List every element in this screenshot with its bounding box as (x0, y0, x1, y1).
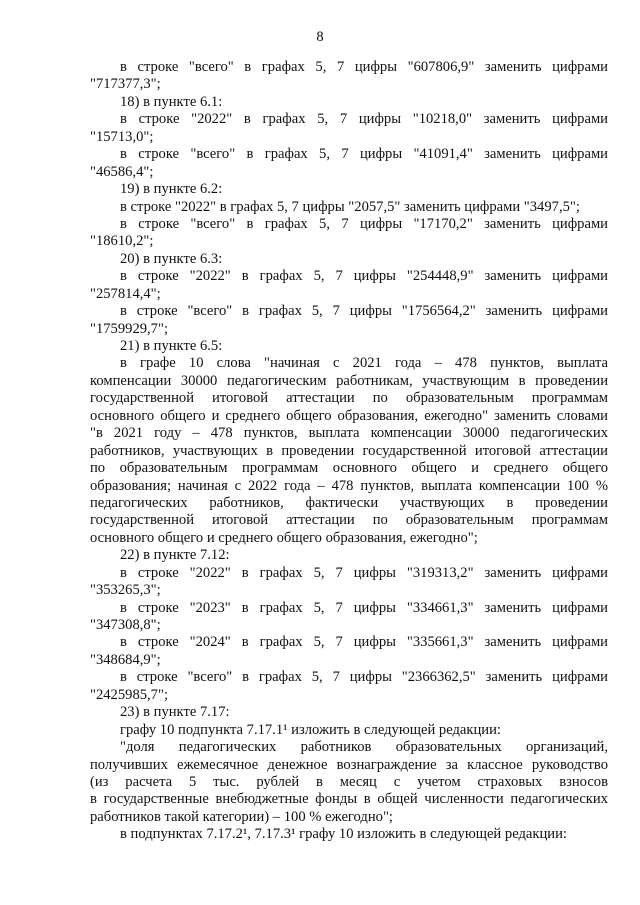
text-line: в подпунктах 7.17.2¹, 7.17.3¹ графу 10 изложить в следующей редакции: (120, 826, 567, 843)
text-line: в строке "2023" в графах 5, 7 цифры "334661,3" заменить цифрами (120, 599, 608, 616)
text-line: "347308,8"; (90, 617, 161, 633)
document-body (90, 59, 608, 844)
text-line: основного общего и среднего общего образования, ежегодно" заменить словами (90, 407, 608, 424)
text-line: в строке "2022" в графах 5, 7 цифры "254448,9" заменить цифрами (120, 268, 608, 285)
text-line: государственной итоговой аттестации по образовательным программам (90, 512, 608, 529)
text-line: в строке "всего" в графах 5, 7 цифры "17170,2" заменить цифрами (120, 215, 608, 232)
text-line: в строке "всего" в графах 5, 7 цифры "1756564,2" заменить цифрами (120, 303, 608, 320)
text-line: 20) в пункте 6.3: (120, 250, 223, 267)
text-line: 22) в пункте 7.12: (120, 547, 230, 564)
text-line: "доля педагогических работников образовательных организаций, (120, 739, 608, 756)
text-line: "257814,4"; (90, 285, 161, 302)
text-line: "348684,9"; (90, 651, 161, 668)
text-line: государственной итоговой аттестации по образовательным программам (90, 390, 608, 407)
text-line: в графе 10 слова "начиная с 2021 года – 478 пунктов, выплата (120, 355, 608, 372)
text-line: в строке "2022" в графах 5, 7 цифры "319313,2" заменить цифрами (120, 564, 608, 581)
text-line: "353265,3"; (90, 582, 161, 599)
text-line: "2425985,7"; (90, 686, 168, 703)
text-line: "1759929,7"; (90, 320, 168, 337)
text-line: в строке "2022" в графах 5, 7 цифры "2057,5" заменить цифрами "3497,5"; (120, 198, 580, 215)
text-line: 23) в пункте 7.17: (120, 704, 230, 721)
text-line: работников такой категории) – 100 % ежегодно"; (90, 808, 393, 825)
page-number: 8 (316, 29, 324, 45)
text-line: педагогических работников, фактически участвующих в проведении (90, 494, 608, 511)
text-line: (из расчета 5 тыс. рублей в месяц с учетом страховых взносов (90, 773, 608, 790)
text-line: 18) в пункте 6.1: (120, 93, 223, 110)
text-line: "46586,4"; (90, 163, 154, 180)
text-line: по образовательным программам основного общего и среднего общего (90, 460, 608, 477)
text-line: "в 2021 году – 478 пунктов, выплата компенсации 30000 педагогических (90, 425, 608, 442)
text-line: образования; начиная с 2022 года – 478 пунктов, выплата компенсации 100 % (90, 477, 608, 494)
text-line: в государственные внебюджетные фонды в общей численности педагогических (90, 791, 608, 808)
text-line: работников, участвующих в проведении государственной итоговой аттестации (90, 442, 608, 459)
text-line: в строке "всего" в графах 5, 7 цифры "41091,4" заменить цифрами (120, 146, 608, 163)
text-line: основного общего и среднего общего образования, ежегодно"; (90, 529, 478, 546)
text-line: в строке "2022" в графах 5, 7 цифры "10218,0" заменить цифрами (120, 111, 608, 128)
text-line: графу 10 подпункта 7.17.1¹ изложить в следующей редакции: (120, 721, 501, 738)
text-line: компенсации 30000 педагогическим работникам, участвующим в проведении (90, 372, 608, 389)
text-line: "15713,0"; (90, 128, 154, 145)
text-line: 21) в пункте 6.5: (120, 338, 223, 354)
text-line: в строке "всего" в графах 5, 7 цифры "2366362,5" заменить цифрами (120, 669, 608, 686)
text-line: получивших ежемесячное денежное вознаграждение за классное руководство (90, 756, 608, 773)
text-line: 19) в пункте 6.2: (120, 181, 223, 198)
text-line: "717377,3"; (90, 76, 161, 93)
text-line: в строке "всего" в графах 5, 7 цифры "607806,9" заменить цифрами (120, 59, 608, 75)
text-line: в строке "2024" в графах 5, 7 цифры "335661,3" заменить цифрами (120, 634, 608, 651)
text-line: "18610,2"; (90, 233, 154, 250)
